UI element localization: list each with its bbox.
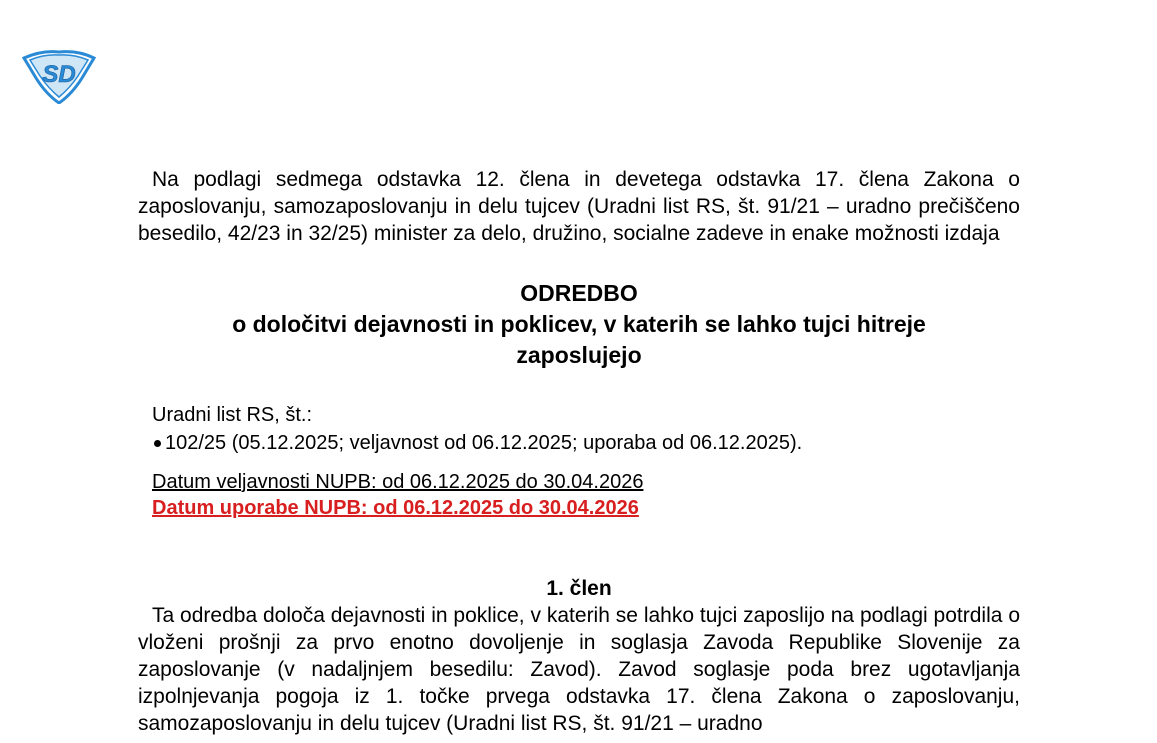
gazette-item-text: 102/25 (05.12.2025; veljavnost od 06.12.2025; uporaba od 06.12.2025). bbox=[165, 432, 803, 454]
gazette-label: Uradni list RS, št.: bbox=[152, 404, 313, 426]
validity-date: Datum veljavnosti NUPB: od 06.12.2025 do 30.04.2026 bbox=[152, 471, 644, 493]
sd-shield-logo-icon bbox=[22, 48, 96, 104]
validity-dates bbox=[138, 469, 1020, 521]
logo-text: SD bbox=[42, 61, 76, 88]
bullet-icon bbox=[154, 440, 161, 447]
document-page bbox=[138, 166, 1020, 737]
gazette-item bbox=[152, 429, 1020, 457]
article-1-heading: 1. člen bbox=[546, 577, 612, 600]
gazette-reference bbox=[138, 401, 1020, 457]
use-date: Datum uporabe NUPB: od 06.12.2025 do 30.04.2026 bbox=[152, 497, 639, 519]
title-line-3: zaposlujejo bbox=[516, 342, 642, 368]
document-title bbox=[138, 278, 1020, 371]
title-line-1: ODREDBO bbox=[520, 280, 638, 306]
preamble-paragraph: Na podlagi sedmega odstavka 12. člena in devetega odstavka 17. člena Zakona o zaposlovanju, samozaposlovanju in delu tujcev (Uradni list RS, št. 91/21 – uradno prečiščeno besedilo, 42/23 in 32/25) minister za delo, družino, socialne zadeve in enake možnosti izdaja bbox=[138, 168, 1020, 245]
article-1-body: Ta odredba določa dejavnosti in poklice, v katerih se lahko tujci zaposlijo na podlagi potrdila o vloženi prošnji za prvo enotno dovoljenje in soglasja Zavoda Republike Slovenije za zaposlovanje (v nadaljnjem besedilu: Zavod). Zavod soglasje poda brez ugotavljanja izpolnjevanja pogoja iz 1. točke prvega odstavka 17. člena Zakona o zaposlovanju, samozaposlovanju in delu tujcev (Uradni list RS, št. 91/21 – uradno bbox=[138, 604, 1020, 735]
title-line-2: o določitvi dejavnosti in poklicev, v katerih se lahko tujci hitreje bbox=[232, 311, 926, 337]
